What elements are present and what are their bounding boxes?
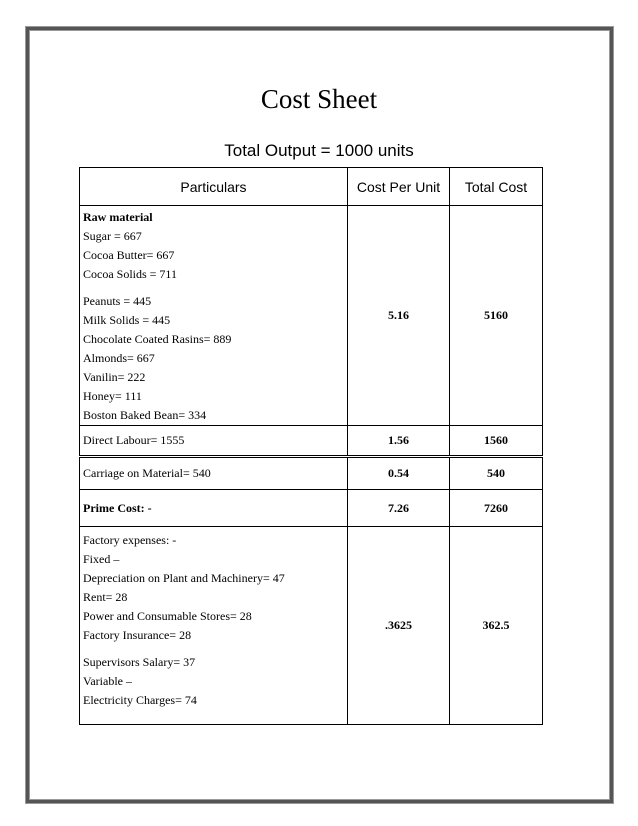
table-row xyxy=(80,457,543,490)
raw-material-cost-per-unit: 5.16 xyxy=(348,206,450,426)
prime-cost-label: Prime Cost: - xyxy=(80,490,348,527)
direct-labour-total-cost: 1560 xyxy=(450,426,543,457)
list-item: Milk Solids = 445 xyxy=(83,313,171,327)
table-row xyxy=(80,426,543,457)
page-subtitle: Total Output = 1000 units xyxy=(224,141,414,160)
raw-material-heading: Raw material xyxy=(83,210,153,224)
list-item: Sugar = 667 xyxy=(83,229,142,243)
list-item: Peanuts = 445 xyxy=(83,294,152,308)
list-item: Vanilin= 222 xyxy=(83,370,146,384)
list-item: Boston Baked Bean= 334 xyxy=(83,408,207,422)
list-item: Cocoa Butter= 667 xyxy=(83,248,175,262)
list-item: Chocolate Coated Rasins= 889 xyxy=(83,332,232,346)
list-item: Power and Consumable Stores= 28 xyxy=(83,609,252,623)
list-item: Cocoa Solids = 711 xyxy=(83,267,177,281)
list-item: Almonds= 667 xyxy=(83,351,155,365)
raw-material-total-cost: 5160 xyxy=(450,206,543,426)
factory-expenses-cell xyxy=(80,527,348,725)
carriage-label: Carriage on Material= 540 xyxy=(80,457,348,490)
list-item: Factory expenses: - xyxy=(83,533,177,547)
prime-cost-total-cost: 7260 xyxy=(450,490,543,527)
raw-material-cell xyxy=(80,206,348,426)
header-cost-per-unit: Cost Per Unit xyxy=(348,168,450,206)
list-item: Factory Insurance= 28 xyxy=(83,628,192,642)
table-row xyxy=(80,490,543,527)
direct-labour-label: Direct Labour= 1555 xyxy=(80,426,348,457)
list-item: Fixed – xyxy=(83,552,120,566)
list-item: Rent= 28 xyxy=(83,590,128,604)
page-title: Cost Sheet xyxy=(260,84,378,114)
list-item: Supervisors Salary= 37 xyxy=(83,655,196,669)
carriage-total-cost: 540 xyxy=(450,457,543,490)
list-item: Variable – xyxy=(83,674,132,688)
table-header-row xyxy=(80,168,543,206)
table-row xyxy=(80,527,543,725)
header-total-cost: Total Cost xyxy=(450,168,543,206)
list-item: Electricity Charges= 74 xyxy=(83,693,197,707)
table-row xyxy=(80,206,543,426)
factory-total-cost: 362.5 xyxy=(450,527,543,725)
prime-cost-cost-per-unit: 7.26 xyxy=(348,490,450,527)
header-particulars: Particulars xyxy=(80,168,348,206)
factory-cost-per-unit: .3625 xyxy=(348,527,450,725)
cost-sheet-table xyxy=(79,167,543,725)
direct-labour-cost-per-unit: 1.56 xyxy=(348,426,450,457)
carriage-cost-per-unit: 0.54 xyxy=(348,457,450,490)
list-item: Depreciation on Plant and Machinery= 47 xyxy=(83,571,285,585)
list-item: Honey= 111 xyxy=(83,389,142,403)
